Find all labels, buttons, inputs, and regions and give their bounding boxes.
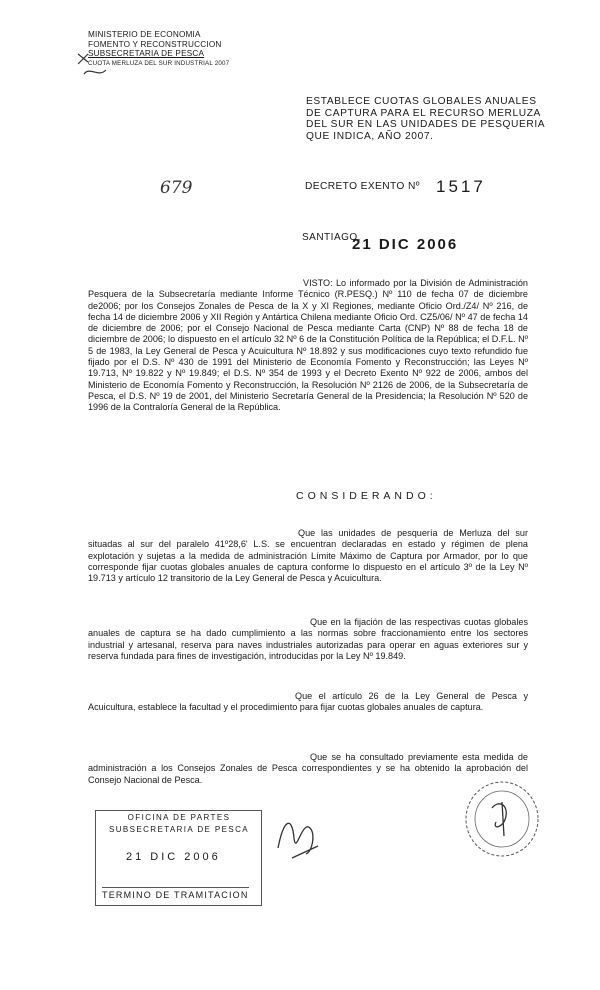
reception-stamp [95,810,262,906]
place: SANTIAGO, [302,232,361,243]
considerando-paragraph: Que las unidades de pesquería de Merluza del sur situadas al sur del paralelo 41º28,6' L.S. se encuentran declaradas en estado y régimen de plena explotación y sujetas a la medida de administración Límite Máximo de Captura por Armador, por lo que corresponde fijar cuotas globales anuales de captura conforme lo dispuesto en el artículo 3º de la Ley Nº 19.713 y artículo 12 transitorio de la Ley General de Pesca y Acuicultura. [88,528,528,584]
initials-scribble [72,48,112,82]
considerando-heading: CONSIDERANDO: [296,490,437,502]
official-seal [462,778,542,860]
stamp-status: TERMINO DE TRAMITACION [102,887,249,900]
ministry-line-2: FOMENTO Y RECONSTRUCCION [88,39,222,49]
decree-date: 21 DIC 2006 [352,236,459,253]
signature [270,808,330,868]
handwritten-reference: 679 [160,178,193,198]
visto-paragraph: VISTO: Lo informado por la División de Administración Pesquera de la Subsecretaría mediante Informe Técnico (R.PESQ.) Nº 110 de fecha 07 de diciembre de2006; por los Consejos Zonales de Pesca de la X y XI Regiones, mediante Oficio Ord./Z4/ Nº 216, de fecha 14 de diciembre 2006 y XII Región y Antártica Chilena mediante Oficio Ord. CZ5/06/ Nº 47 de fecha 14 de diciembre de 2006; por el Consejo Nacional de Pesca mediante Carta (CNP) Nº 88 de fecha 18 de diciembre de 2006; lo dispuesto en el artículo 32 Nº 6 de la Constitución Política de la República; el D.F.L. Nº 5 de 1983, la Ley General de Pesca y Acuicultura Nº 18.892 y sus modificaciones cuyo texto refundido fue fijado por el D.S. Nº 430 de 1991 del Ministerio de Economía Fomento y Reconstrucción; las Leyes Nº 19.713, Nº 19.822 y Nº 19.849; el D.S. Nº 354 de 1993 y el Decreto Exento Nº 922 de 2006, ambos del Ministerio de Economía Fomento y Reconstrucción, la Resolución Nº 2126 de 2006, de la Subsecretaría de Pesca, el D.S. Nº 19 de 2001, del Ministerio Secretaría General de la Presidencia; la Resolución Nº 520 de 1996 de la Contraloría General de la República. [88,278,528,413]
stamp-date: 21 DIC 2006 [126,851,221,863]
ministry-line: MINISTERIO DE ECONOMIA [88,30,201,39]
stamp-subsecretaria: SUBSECRETARIA DE PESCA [108,825,249,834]
decree-number: 1517 [436,177,486,196]
considerando-paragraph: Que el artículo 26 de la Ley General de Pesca y Acuicultura, establece la facultad y el procedimiento para fijar cuotas globales anuales de captura. [88,691,528,713]
considerando-paragraph: Que se ha consultado previamente esta medida de administración a los Consejos Zonales de Pesca correspondientes y se ha obtenido la aprobación del Consejo Nacional de Pesca. [88,752,528,785]
decree-title: ESTABLECE CUOTAS GLOBALES ANUALES DE CAPTURA PARA EL RECURSO MERLUZA DEL SUR EN LAS UNIDADES DE PESQUERIA QUE INDICA, AÑO 2007. [306,96,545,142]
considerando-paragraph: Que en la fijación de las respectivas cuotas globales anuales de captura se ha dado cumplimiento a las normas sobre fraccionamiento entre los sectores industrial y artesanal, reserva para naves industriales autorizadas para operar en aguas exteriores sur y reserva fundada para fines de investigación, introducidas por la Ley Nº 19.849. [88,617,528,661]
decree-label: DECRETO EXENTO Nº [305,181,420,192]
stamp-office: OFICINA DE PARTES [127,813,231,822]
subsecretaria-line: SUBSECRETARIA DE PESCA [88,49,205,59]
reference-line: CUOTA MERLUZA DEL SUR INDUSTRIAL 2007 [88,59,230,67]
